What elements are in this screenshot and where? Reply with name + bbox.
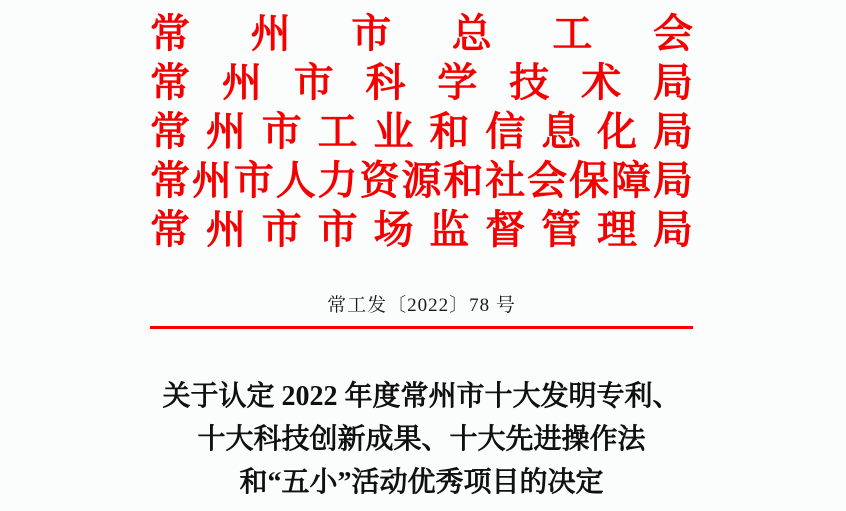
org-char: 息 bbox=[541, 108, 582, 154]
org-char: 人 bbox=[275, 157, 316, 203]
title-line-2: 十大科技创新成果、十大先进操作法 bbox=[197, 424, 646, 455]
org-char: 保 bbox=[569, 157, 610, 203]
org-char: 州 bbox=[205, 108, 246, 154]
org-char: 州 bbox=[221, 59, 262, 105]
org-char: 常 bbox=[150, 59, 190, 105]
org-char: 常 bbox=[150, 10, 190, 56]
org-char: 州 bbox=[250, 10, 291, 56]
red-divider-line bbox=[150, 326, 693, 329]
org-char: 障 bbox=[610, 157, 651, 203]
org-line-human-resources-social-security-bureau bbox=[150, 156, 693, 205]
org-char: 市 bbox=[261, 206, 302, 252]
org-char: 市 bbox=[317, 206, 358, 252]
org-char: 监 bbox=[429, 206, 470, 252]
org-char: 理 bbox=[597, 206, 637, 252]
org-char: 总 bbox=[451, 10, 492, 56]
org-char: 市 bbox=[261, 108, 302, 154]
org-char: 州 bbox=[191, 157, 232, 203]
org-char: 市 bbox=[293, 59, 334, 105]
org-char: 业 bbox=[373, 108, 414, 154]
org-char: 局 bbox=[652, 206, 693, 252]
org-char: 督 bbox=[485, 206, 526, 252]
org-char: 常 bbox=[150, 206, 190, 252]
org-char: 局 bbox=[652, 59, 693, 105]
org-line-market-supervision-bureau bbox=[150, 205, 693, 254]
org-char: 力 bbox=[317, 157, 358, 203]
org-char: 州 bbox=[205, 206, 246, 252]
org-char: 科 bbox=[365, 59, 406, 105]
org-char: 社 bbox=[485, 157, 526, 203]
org-char: 常 bbox=[150, 108, 190, 154]
org-char: 局 bbox=[652, 108, 693, 154]
org-line-federation-of-trade-unions bbox=[150, 9, 693, 58]
org-char: 和 bbox=[429, 108, 470, 154]
org-char: 市 bbox=[233, 157, 274, 203]
org-char: 资 bbox=[359, 157, 400, 203]
org-char: 信 bbox=[485, 108, 526, 154]
org-char: 常 bbox=[150, 157, 190, 203]
org-char: 化 bbox=[597, 108, 637, 154]
org-char: 工 bbox=[552, 10, 593, 56]
title-line-3: 和“五小”活动优秀项目的决定 bbox=[239, 467, 604, 498]
org-line-industry-information-bureau bbox=[150, 107, 693, 156]
org-char: 会 bbox=[652, 10, 693, 56]
document-number: 常工发〔2022〕78 号 bbox=[327, 295, 516, 316]
title-line-1: 关于认定 2022 年度常州市十大发明专利、 bbox=[162, 381, 681, 412]
org-char: 工 bbox=[317, 108, 358, 154]
org-char: 会 bbox=[527, 157, 568, 203]
letterhead-org-block bbox=[150, 9, 693, 254]
document-title bbox=[150, 375, 693, 504]
org-line-science-technology-bureau bbox=[150, 58, 693, 107]
org-char: 术 bbox=[581, 59, 622, 105]
org-char: 市 bbox=[351, 10, 392, 56]
org-char: 和 bbox=[443, 157, 484, 203]
org-char: 场 bbox=[373, 206, 414, 252]
org-char: 源 bbox=[401, 157, 442, 203]
document-content-column bbox=[150, 0, 693, 504]
org-char: 技 bbox=[509, 59, 550, 105]
org-char: 管 bbox=[541, 206, 582, 252]
org-char: 局 bbox=[652, 157, 693, 203]
org-char: 学 bbox=[437, 59, 478, 105]
